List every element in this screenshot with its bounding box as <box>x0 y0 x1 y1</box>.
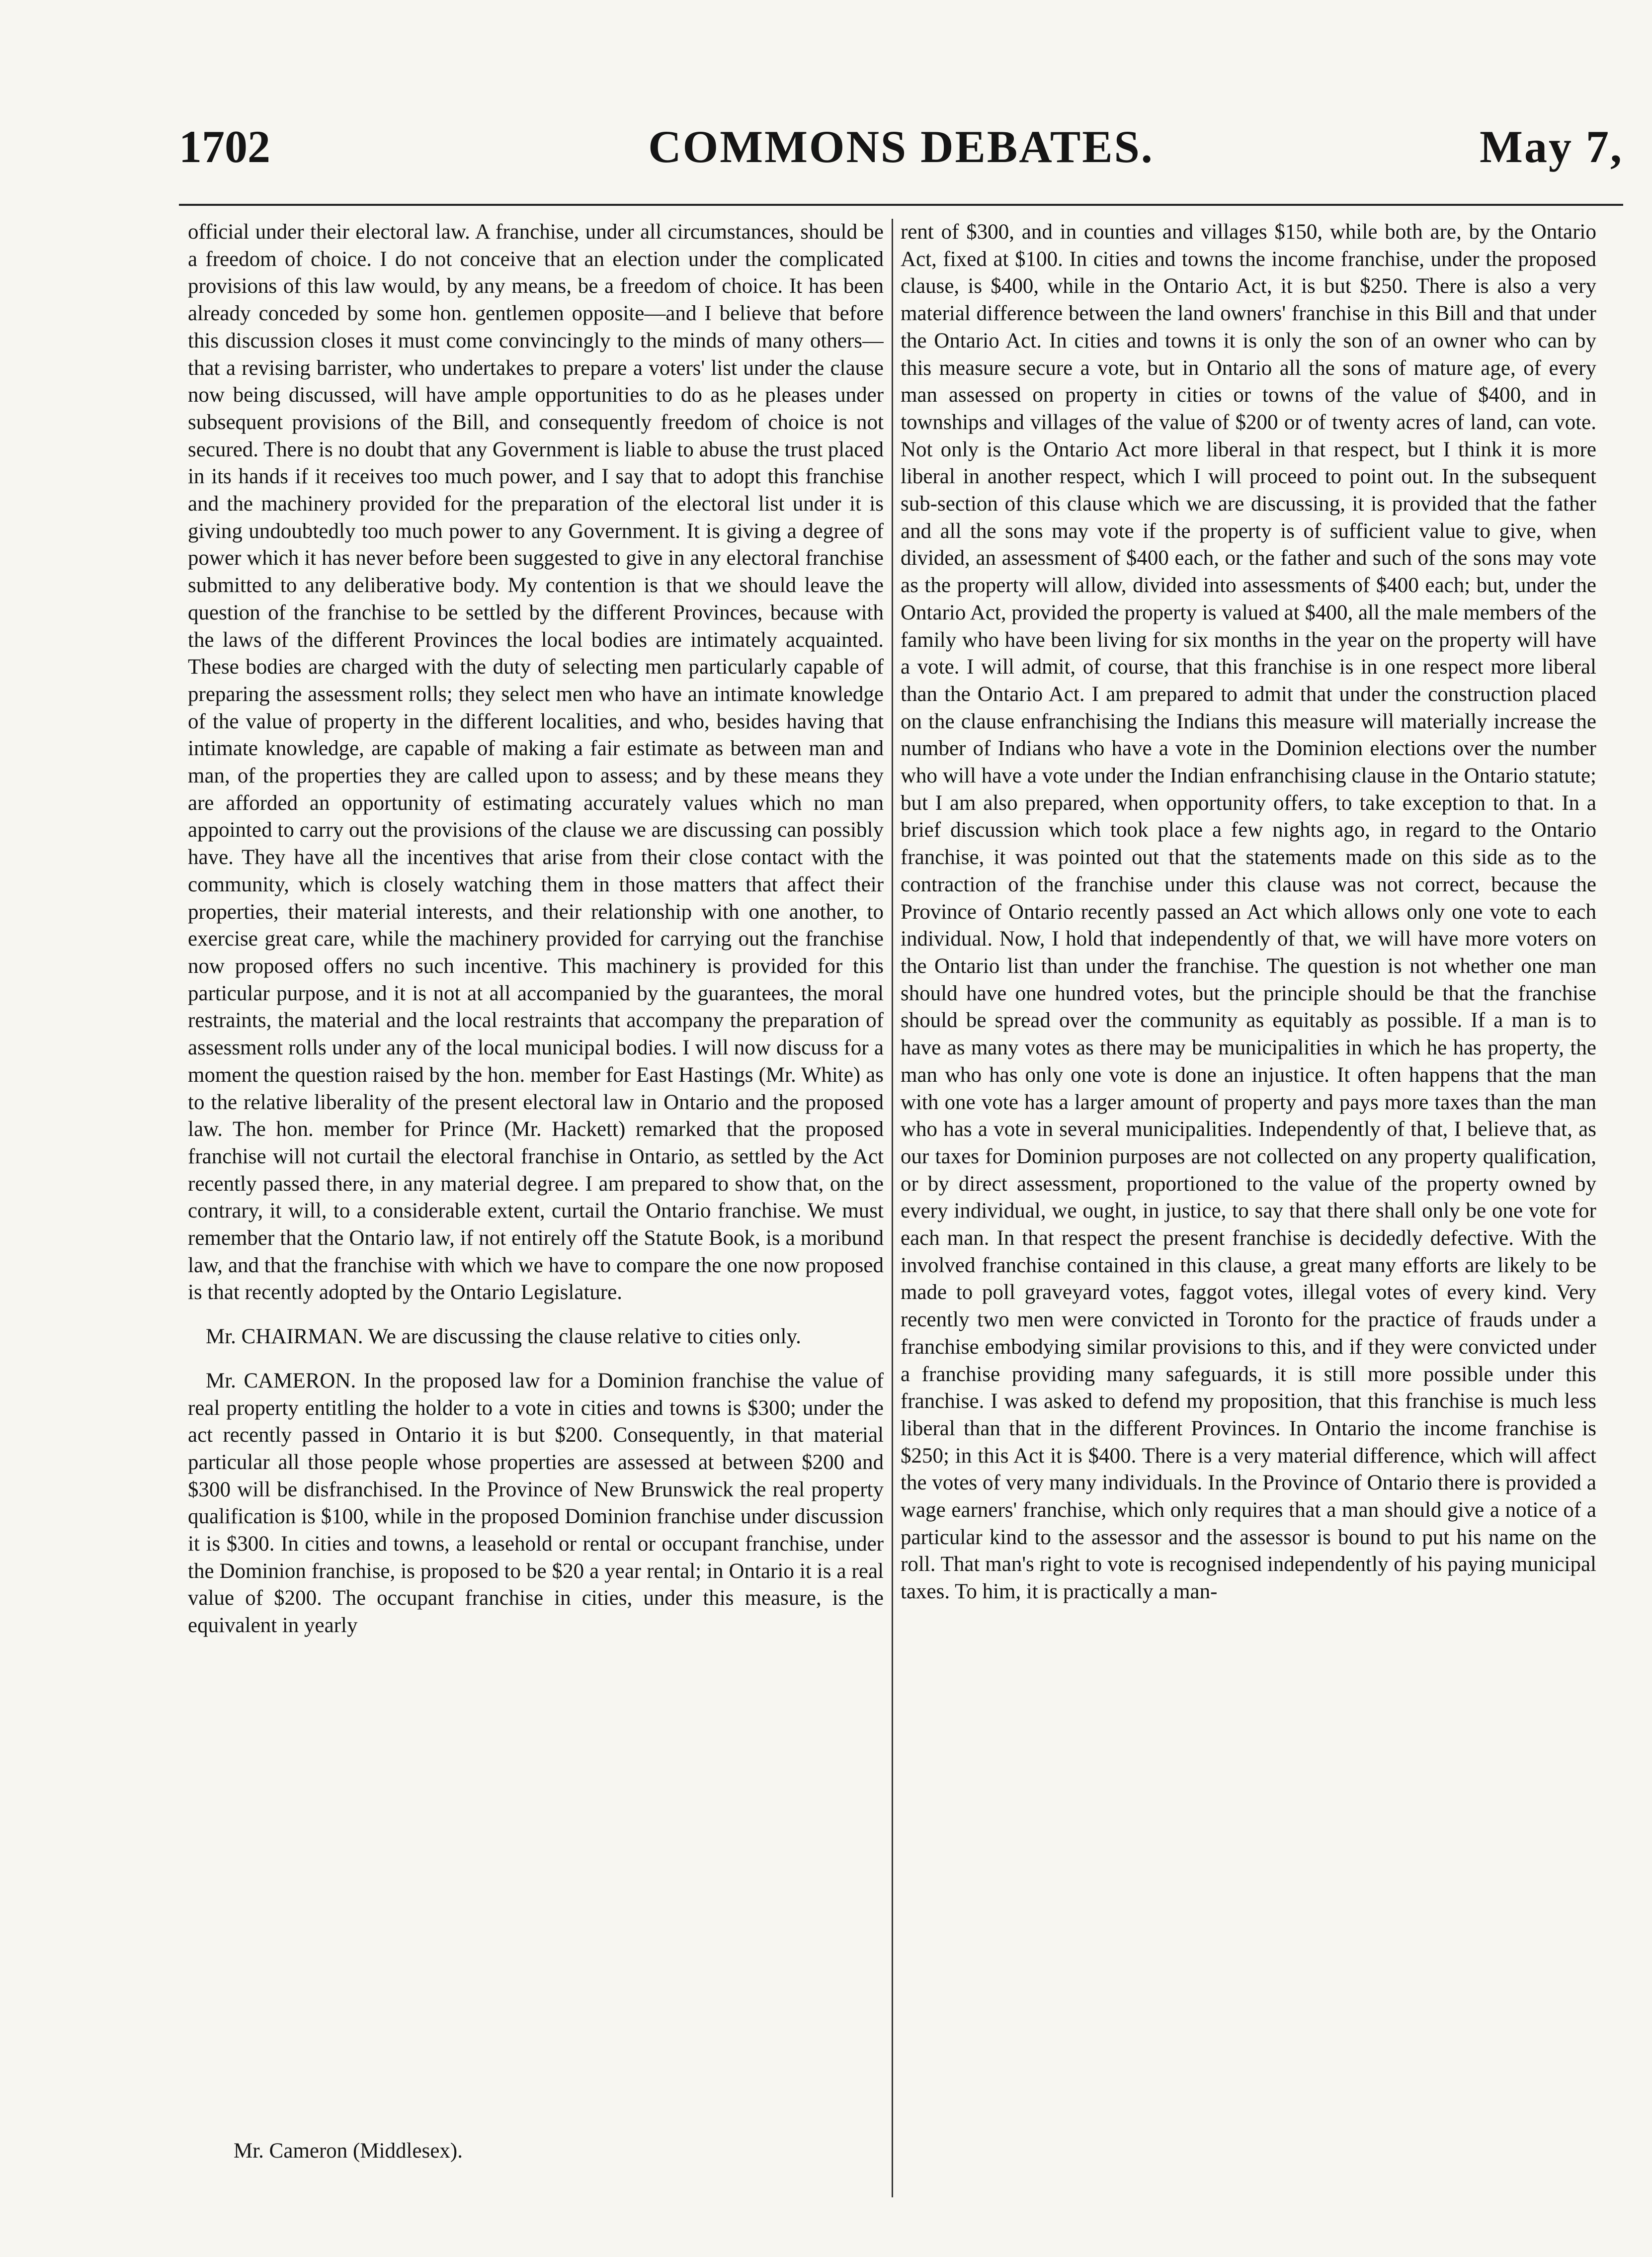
left-paragraph-2 <box>188 1323 884 1351</box>
left-column <box>188 219 884 2197</box>
speaker-name: Mr. CHAIRMAN. <box>206 1325 363 1349</box>
speech-text: In the proposed law for a Dominion franchise the value of real property entitling the holder to a vote in cities and towns is $300; under the act recently passed in Ontario it is but $200. Consequently, in that material particular all those people whose properties are assessed at between $200 and $300 will be disfranchised. In the Province of New Brunswick the real property qualification is $100, while in the proposed Dominion franchise under discussion it is $300. In cities and towns, a leasehold or rental or occupant franchise, under the Dominion franchise, is proposed to be $20 a year rental; in Ontario it is a real value of $200. The occupant franchise in cities, under this measure, is the equivalent in yearly <box>188 1369 884 1638</box>
speaker-name: Mr. CAMERON. <box>206 1369 356 1392</box>
right-paragraph-1: rent of $300, and in counties and villages $150, while both are, by the Ontario Act, fixed at $100. In cities and towns the income franchise, under the proposed clause, is $400, while in the Ontario Act, it is but $250. There is also a very material difference between the land owners' franchise in this Bill and that under the Ontario Act. In cities and towns it is only the son of an owner who can by this measure secure a vote, but in Ontario all the sons of mature age, of every man assessed on property in cities or towns of the value of $400, and in townships and villages of the value of $200 or of twenty acres of land, can vote. Not only is the Ontario Act more liberal in that respect, but I think it is more liberal in another respect, which I will proceed to point out. In the subsequent sub-section of this clause which we are discussing, it is provided that the father and all the sons may vote if the property is of sufficient value to give, when divided, an assessment of $400 each, or the father and such of the sons may vote as the property will allow, divided into assessments of $400 each; but, under the Ontario Act, provided the property is valued at $400, all the male members of the family who have been living for six months in the year on the property will have a vote. I will admit, of course, that this franchise is in one respect more liberal than the Ontario Act. I am prepared to admit that under the construction placed on the clause enfranchising the Indians this measure will materially increase the number of Indians who have a vote in the Dominion elections over the number who will have a vote under the Indian enfranchising clause in the Ontario statute; but I am also prepared, when opportunity offers, to take exception to that. In a brief discussion which took place a few nights ago, in regard to the Ontario franchise, it was pointed out that the statements made on this side as to the contraction of the franchise under this clause was not correct, because the Province of Ontario recently passed an Act which allows only one vote to each individual. Now, I hold that independently of that, we will have more voters on the Ontario list than under the franchise. The question is not whether one man should have one hundred votes, but the principle should be that the franchise should be spread over the community as equitably as possible. If a man is to have as many votes as there may be municipalities in which he has property, the man who has only one vote is done an injustice. It often happens that the man with one vote has a larger amount of property and pays more taxes than the man who has a vote in several municipalities. Independently of that, I believe that, as our taxes for Dominion purposes are not collected on any property qualification, or by direct assessment, proportioned to the value of the property owned by every individual, we ought, in justice, to say that there shall only be one vote for each man. In that respect the present franchise is decidedly defective. With the involved franchise contained in this clause, a great many efforts are likely to be made to poll graveyard votes, faggot votes, illegal votes of every kind. Very recently two men were convicted in Toronto for the practice of frauds under a franchise embodying similar provisions to this, and if they were convicted under a franchise providing many safeguards, it is still more possible under this franchise. I was asked to defend my proposition, that this franchise is much less liberal than that in the different Provinces. In Ontario the income franchise is $250; in this Act it is $400. There is a very material difference, which will affect the votes of very many individuals. In the Province of Ontario there is provided a wage earners' franchise, which only requires that a man should give a notice of a particular kind to the assessor and the assessor is bound to put his name on the roll. That man's right to vote is recognised independently of his paying municipal taxes. To him, it is practically a man- <box>901 220 1596 1604</box>
speech-text: We are discussing the clause relative to cities only. <box>368 1325 801 1349</box>
right-column <box>901 219 1596 2197</box>
page-header <box>179 119 1623 179</box>
page-number: 1702 <box>179 121 270 172</box>
column-divider <box>892 219 893 2197</box>
page-date: May 7, <box>1480 121 1623 172</box>
header-rule <box>179 204 1623 206</box>
footer-speaker-note: Mr. Cameron (Middlesex). <box>234 2139 463 2163</box>
page-title: COMMONS DEBATES. <box>648 121 1154 172</box>
left-paragraph-1: official under their electoral law. A franchise, under all circumstances, should be a freedom of choice. I do not conceive that an election under the complicated provisions of this law would, by any means, be a freedom of choice. It has been already conceded by some hon. gentlemen opposite—and I believe that before this discussion closes it must come convincingly to the minds of many others—that a revising barrister, who undertakes to prepare a voters' list under the clause now being discussed, will have ample opportunities to do as he pleases under subsequent provisions of the Bill, and consequently freedom of choice is not secured. There is no doubt that any Government is liable to abuse the trust placed in its hands if it receives too much power, and I say that to adopt this franchise and the machinery provided for the preparation of the electoral list under it is giving undoubtedly too much power to any Government. It is giving a degree of power which it has never before been suggested to give in any electoral franchise submitted to any deliberative body. My contention is that we should leave the question of the franchise to be settled by the different Provinces, because with the laws of the different Provinces the local bodies are intimately acquainted. These bodies are charged with the duty of selecting men particularly capable of preparing the assessment rolls; they select men who have an intimate knowledge of the value of property in the different localities, and who, besides having that intimate knowledge, are capable of making a fair estimate as between man and man, of the properties they are called upon to assess; and by these means they are afforded an opportunity of estimating accurately values which no man appointed to carry out the provisions of the clause we are discussing can possibly have. They have all the incentives that arise from their close contact with the community, which is closely watching them in those matters that affect their properties, their material interests, and their relationship with one another, to exercise great care, while the machinery provided for carrying out the franchise now proposed offers no such incentive. This machinery is provided for this particular purpose, and it is not at all accompanied by the guarantees, the moral restraints, the material and the local restraints that accompany the preparation of assessment rolls under any of the local municipal bodies. I will now discuss for a moment the question raised by the hon. member for East Hastings (Mr. White) as to the relative liberality of the present electoral law in Ontario and the proposed law. The hon. member for Prince (Mr. Hackett) remarked that the proposed franchise will not curtail the electoral franchise in Ontario, as settled by the Act recently passed there, in any material degree. I am prepared to show that, on the contrary, it will, to a considerable extent, curtail the Ontario franchise. We must remember that the Ontario law, if not entirely off the Statute Book, is a moribund law, and that the franchise with which we have to compare the one now proposed is that recently adopted by the Ontario Legislature. <box>188 220 884 1304</box>
left-paragraph-3 <box>188 1368 884 1640</box>
